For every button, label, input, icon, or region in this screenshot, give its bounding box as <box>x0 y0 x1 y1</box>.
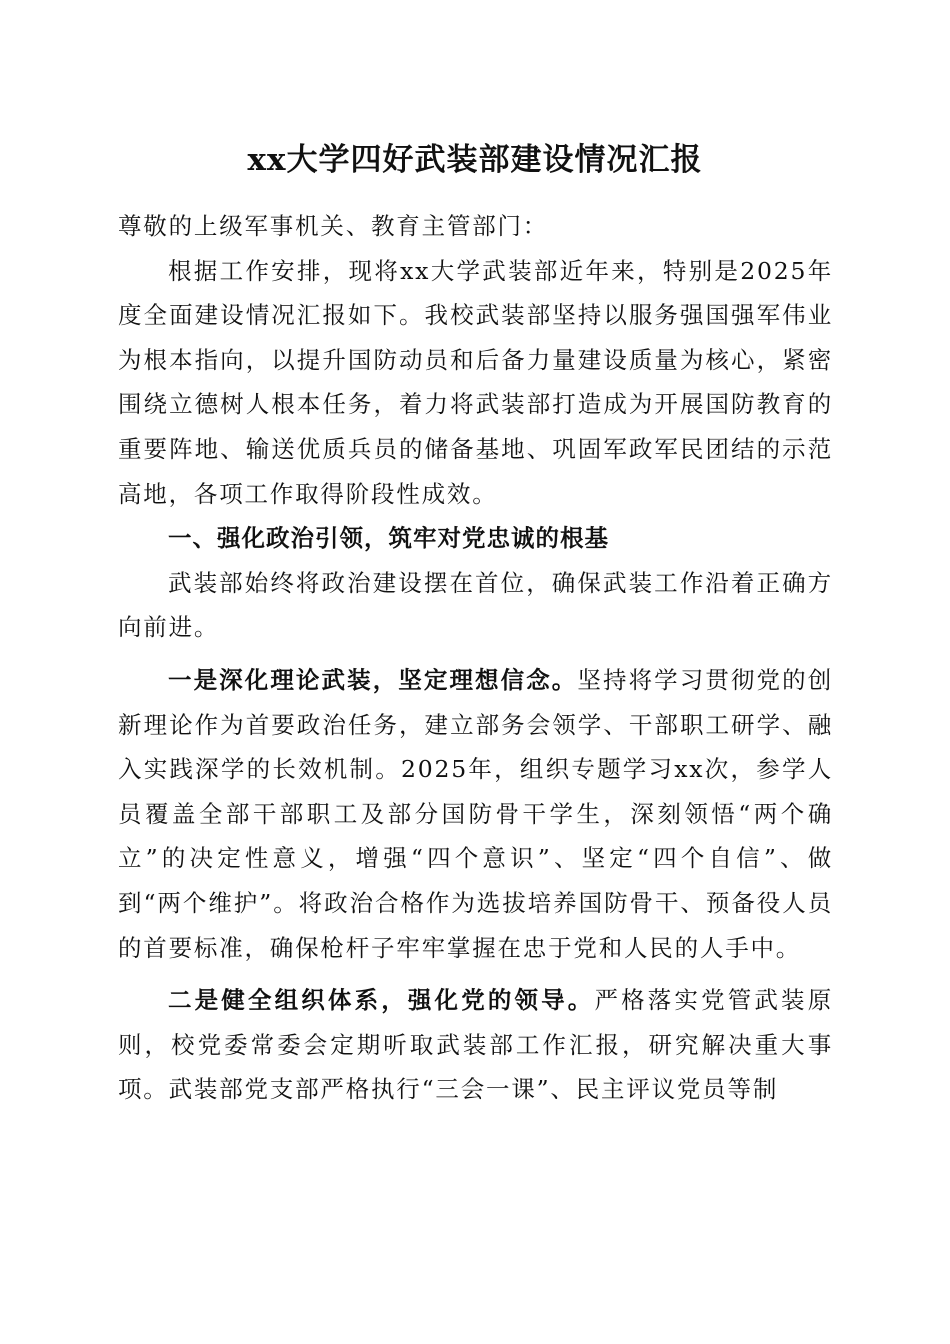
item-lead-1: 一是深化理论武装，坚定理想信念。 <box>168 665 578 694</box>
item-body-2: 严格落实党管武装原则，校党委常委会定期听取武装部工作汇报，研究解决重大事项。武装部党支部严格执行“三会一课”、民主评议党员等制 <box>118 986 833 1104</box>
intro-paragraph: 根据工作安排，现将xx大学武装部近年来，特别是2025年度全面建设情况汇报如下。我校武装部坚持以服务强国强军伟业为根本指向，以提升国防动员和后备力量建设质量为核心，紧密围绕立德树人根本任务，着力将武装部打造成为开展国防教育的重要阵地、输送优质兵员的储备基地、巩固军政军民团结的示范高地，各项工作取得阶段性成效。 <box>118 256 833 508</box>
item-paragraph-2 <box>118 978 833 1112</box>
document-title: xx大学四好武装部建设情况汇报 <box>247 142 703 178</box>
section-heading: 一、强化政治引领，筑牢对党忠诚的根基 <box>168 524 609 553</box>
item-lead-2: 二是健全组织体系，强化党的领导。 <box>168 986 595 1015</box>
salutation: 尊敬的上级军事机关、教育主管部门： <box>118 212 549 240</box>
section-summary-paragraph: 武装部始终将政治建设摆在首位，确保武装工作沿着正确方向前进。 <box>118 568 833 642</box>
document-body <box>118 204 833 1112</box>
item-body-1: 坚持将学习贯彻党的创新理论作为首要政治任务，建立部务会领学、干部职工研学、融入实践深学的长效机制。2025年，组织专题学习xx次，参学人员覆盖全部干部职工及部分国防骨干学生，深刻领悟“两个确立”的决定性意义，增强“四个意识”、坚定“四个自信”、做到“两个维护”。将政治合格作为选拔培养国防骨干、预备役人员的首要标准，确保枪杆子牢牢掌握在忠于党和人民的人手中。 <box>118 665 833 962</box>
item-paragraph-1 <box>118 658 833 970</box>
